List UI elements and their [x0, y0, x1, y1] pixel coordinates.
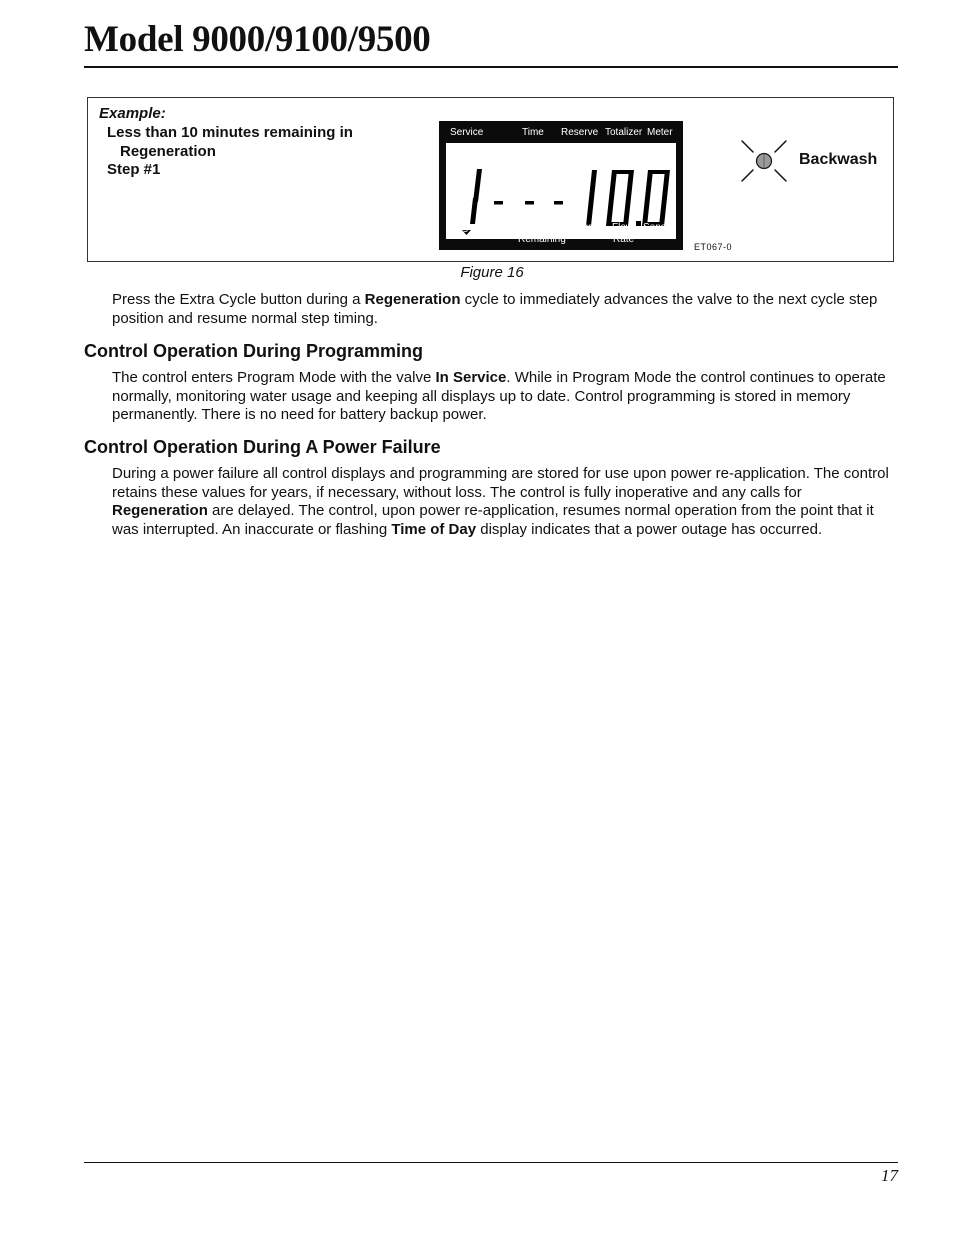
text-run: . While in Program Mode the control continues to operate normally, monitoring water usage and keeping all displays up to date. Control programming is stored in memory permanently. There is no need for battery backup power. [112, 369, 886, 423]
text-run: are delayed. The control, upon power re-application, resumes normal operation from the point that it was interrupted. An inaccurate or flashing [112, 502, 874, 538]
text-run: During a power failure all control displays and programming are stored for use upon power re-application. The control retains these values for years, if necessary, without loss. The control is fully inoperative and any calls for [112, 465, 889, 501]
text-run: display indicates that a power outage has occurred. [476, 520, 823, 538]
display-label-reserve: Reserve [561, 127, 599, 138]
header-rule [84, 66, 898, 68]
bold-in-service: In Service [435, 369, 507, 386]
backwash-label: Backwash [799, 151, 878, 168]
display-label-regen: Regen [450, 222, 480, 233]
display-label-service: Service [450, 127, 484, 138]
page-number: 17 [881, 1166, 898, 1185]
heading-power-failure: Control Operation During A Power Failure [84, 437, 441, 457]
example-line-2: Regeneration [120, 143, 216, 160]
figure-code: ET067-0 [694, 242, 733, 252]
text-run: Press the Extra Cycle button during a [112, 291, 365, 308]
example-line-3: Step #1 [107, 161, 161, 178]
control-display [439, 121, 683, 250]
display-label-rate: Rate [613, 234, 635, 245]
figure-caption: Figure 16 [460, 264, 524, 281]
display-label-time: Time [522, 127, 544, 138]
heading-programming: Control Operation During Programming [84, 341, 424, 361]
display-label-remaining: Remaining [518, 234, 566, 245]
bold-time-of-day: Time of Day [391, 520, 477, 538]
led-indicator-icon [738, 138, 790, 184]
text-run: cycle to immediately advances the valve to the next cycle step position and resume normal step timing. [112, 291, 878, 327]
example-line-1: Less than 10 minutes remaining in [107, 124, 353, 141]
display-label-sensor: Sensor [643, 222, 675, 233]
display-label-volume: Volume [526, 222, 560, 233]
bold-regeneration: Regeneration [112, 502, 208, 519]
display-screen [446, 143, 676, 239]
example-label: Example: [99, 105, 166, 122]
display-label-flow: Flow [612, 222, 634, 233]
display-label-meter: Meter [647, 127, 673, 138]
text-run: The control enters Program Mode with the valve [112, 369, 436, 386]
paragraph-extra-cycle [112, 291, 898, 328]
bold-regeneration: Regeneration [364, 291, 461, 308]
paragraph-power-failure [112, 465, 898, 539]
paragraph-programming [112, 369, 898, 425]
figure-box [87, 97, 894, 262]
display-label-lockout: Lockout [482, 222, 518, 233]
display-label-program: Program [567, 222, 606, 233]
page-title: Model 9000/9100/9500 [84, 19, 431, 60]
display-label-totalizer: Totalizer [605, 127, 643, 138]
footer-rule [84, 1162, 898, 1163]
